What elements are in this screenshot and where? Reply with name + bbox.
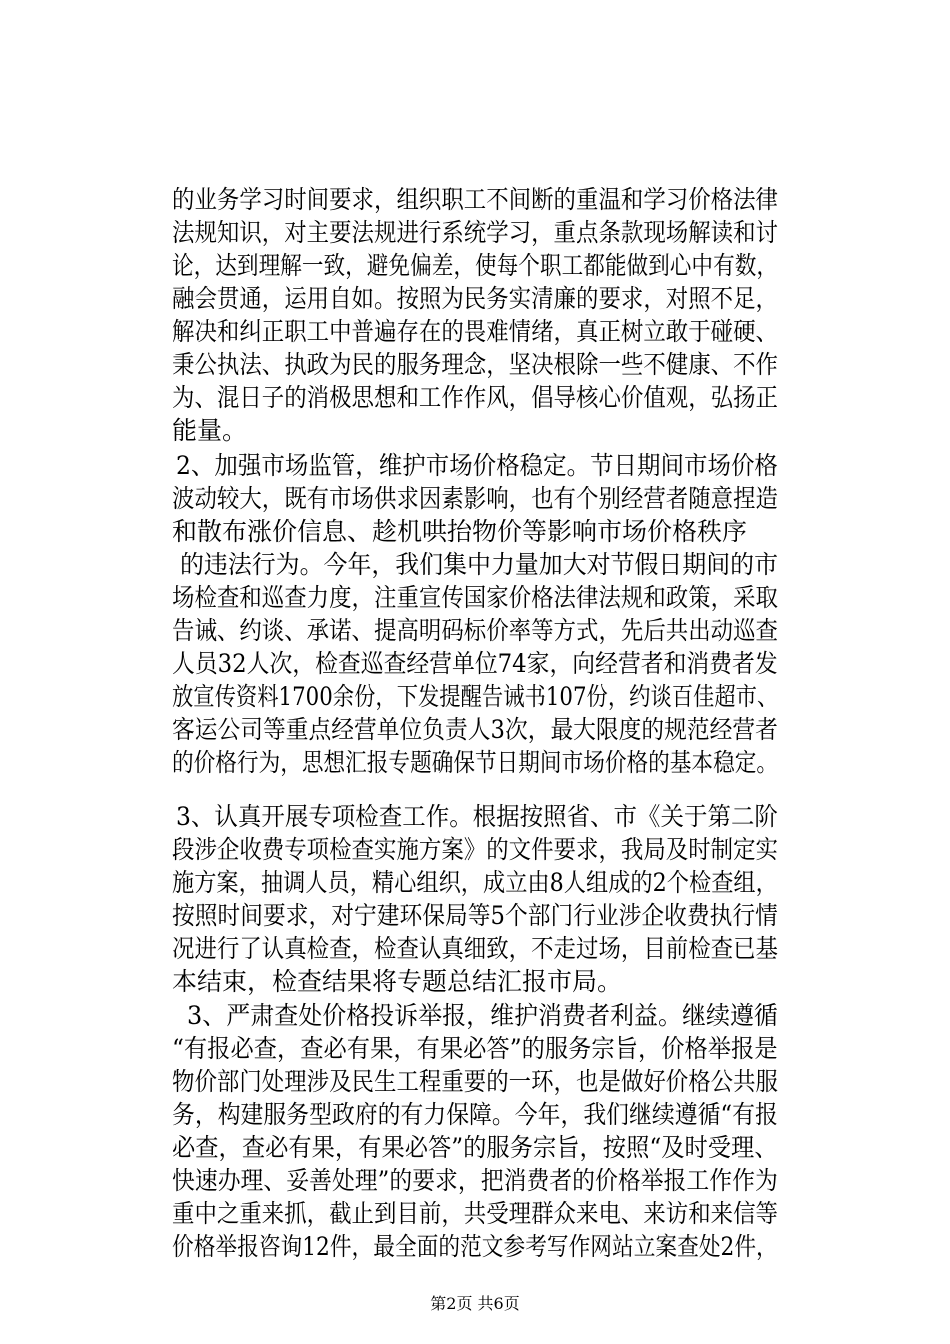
text-line: 2、加强市场监管，维护市场价格稳定。节日期间市场价格 — [176, 451, 778, 480]
text-line: 重中之重来抓，截止到目前，共受理群众来电、来访和来信等 — [172, 1199, 779, 1228]
text-line: 快速办理、妥善处理”的要求，把消费者的价格举报工作作为 — [172, 1166, 778, 1195]
text-line: 秉公执法、执政为民的服务理念，坚决根除一些不健康、不作 — [172, 350, 779, 379]
text-line: 段涉企收费专项检查实施方案》的文件要求，我局及时制定实 — [172, 835, 779, 864]
text-line: 论，达到理解一致，避免偏差，使每个职工都能做到心中有数， — [172, 251, 779, 280]
text-line: 按照时间要求，对宁建环保局等5个部门行业涉企收费执行情 — [172, 901, 778, 930]
text-line: 况进行了认真检查，检查认真细致，不走过场，目前检查已基 — [172, 934, 779, 963]
text-line: 告诫、约谈、承诺、提高明码标价率等方式，先后共出动巡查 — [172, 616, 779, 645]
text-line: 法规知识，对主要法规进行系统学习，重点条款现场解读和讨 — [172, 218, 779, 247]
text-line: 放宣传资料1700余份，下发提醒告诫书107份，约谈百佳超市、 — [172, 682, 779, 711]
text-line: 波动较大，既有市场供求因素影响，也有个别经营者随意捏造 — [172, 484, 779, 513]
text-line: 施方案，抽调人员，精心组织，成立由8人组成的2个检查组， — [172, 868, 778, 897]
text-line: 融会贯通，运用自如。按照为民务实清廉的要求，对照不足， — [172, 284, 779, 313]
text-line: 场检查和巡查力度，注重宣传国家价格法律法规和政策，采取 — [172, 583, 779, 612]
text-line: 客运公司等重点经营单位负责人3次，最大限度的规范经营者 — [172, 715, 778, 744]
text-line: 的业务学习时间要求，组织职工不间断的重温和学习价格法律 — [172, 185, 779, 214]
text-line: 3、严肃查处价格投诉举报，维护消费者利益。继续遵循 — [187, 1001, 778, 1030]
text-line: 的违法行为。今年，我们集中力量加大对节假日期间的市 — [180, 550, 779, 579]
text-line: 人员32人次，检查巡查经营单位74家，向经营者和消费者发 — [172, 649, 778, 678]
text-line: 务，构建服务型政府的有力保障。今年，我们继续遵循“有报 — [172, 1100, 778, 1129]
text-line: 的价格行为，思想汇报专题确保节日期间市场价格的基本稳定。 — [172, 748, 779, 777]
text-line: 和散布涨价信息、趁机哄抬物价等影响市场价格秩序 — [172, 517, 748, 546]
text-line: 为、混日子的消极思想和工作作风，倡导核心价值观，弘扬正 — [172, 383, 779, 412]
text-line: 本结束，检查结果将专题总结汇报市局。 — [172, 967, 623, 996]
text-line: 物价部门处理涉及民生工程重要的一环，也是做好价格公共服 — [172, 1067, 779, 1096]
text-line: 必查，查必有果，有果必答”的服务宗旨，按照“及时受理、 — [172, 1133, 778, 1162]
text-line: 3、认真开展专项检查工作。根据按照省、市《关于第二阶 — [176, 802, 778, 831]
text-line: 能量。 — [172, 416, 248, 445]
text-line: 价格举报咨询12件，最全面的范文参考写作网站立案查处2件， — [172, 1232, 778, 1261]
text-line: 解决和纠正职工中普遍存在的畏难情绪，真正树立敢于碰硬、 — [172, 317, 779, 346]
page-footer: 第2页 共6页 — [430, 1294, 520, 1313]
text-line: “有报必查，查必有果，有果必答”的服务宗旨，价格举报是 — [172, 1034, 778, 1063]
